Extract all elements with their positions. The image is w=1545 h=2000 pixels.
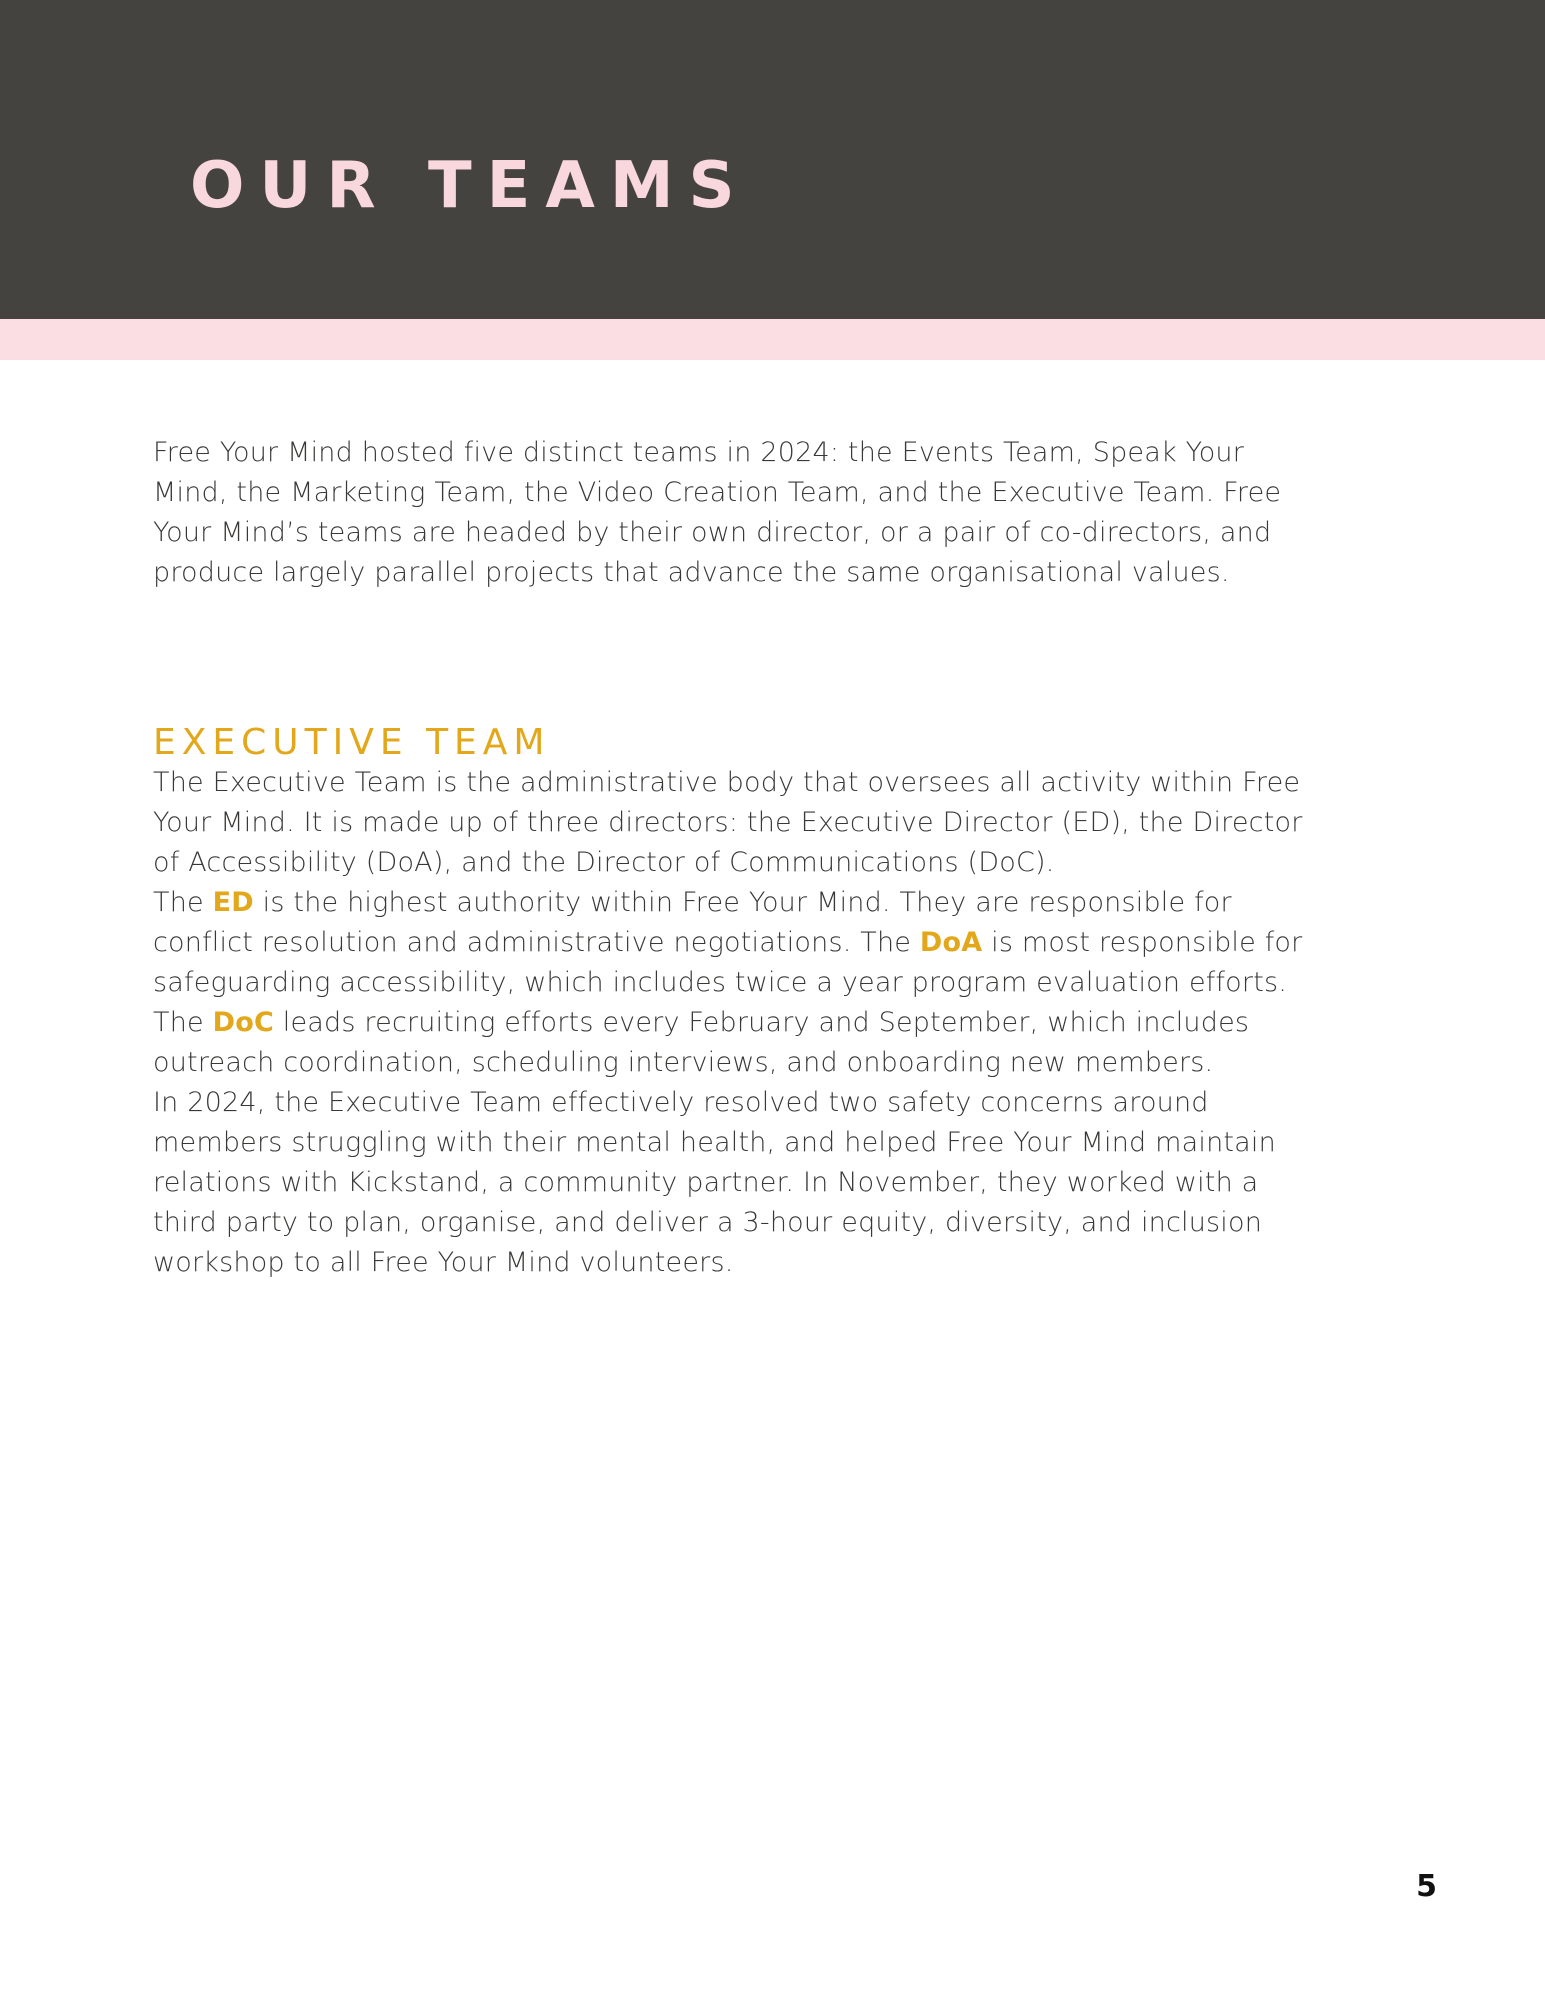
executive-team-roles-paragraph bbox=[153, 883, 1323, 1083]
page-title: OUR TEAMS bbox=[190, 149, 750, 223]
role-abbreviation-doc: DoC bbox=[212, 1007, 274, 1038]
page-number: 5 bbox=[1416, 1869, 1437, 1904]
executive-team-overview-paragraph: The Executive Team is the administrative body that oversees all activity within Free Your Mind. It is made up of three directors: the Executive Director (ED), the Director of Accessibility (DoA), and the Director of Communications (DoC). bbox=[153, 767, 1303, 878]
roles-text: leads recruiting efforts every February and September, which includes outreach coordination, scheduling interviews, and onboarding new members. bbox=[153, 1007, 1250, 1078]
section-heading-executive-team: EXECUTIVE TEAM bbox=[153, 722, 551, 763]
pink-accent-stripe bbox=[0, 319, 1545, 360]
roles-text: is most responsible for safeguarding accessibility, which includes twice a year program evaluation efforts. The bbox=[153, 927, 1303, 1038]
header-band bbox=[0, 0, 1545, 319]
roles-text: is the highest authority within Free Your Mind. They are responsible for conflict resolution and administrative negotiations. The bbox=[153, 887, 1232, 958]
role-abbreviation-ed: ED bbox=[212, 887, 254, 918]
intro-paragraph: Free Your Mind hosted five distinct teams in 2024: the Events Team, Speak Your Mind, the Marketing Team, the Video Creation Team, and the Executive Team. Free Your Mind’s teams are headed by their own director, or a pair of co-directors, and produce largely parallel projects that advance the same organisational values. bbox=[153, 437, 1282, 588]
roles-text: The bbox=[153, 887, 213, 918]
role-abbreviation-doa: DoA bbox=[919, 927, 983, 958]
executive-team-year-summary-paragraph: In 2024, the Executive Team effectively resolved two safety concerns around members struggling with their mental health, and helped Free Your Mind maintain relations with Kickstand, a community partner. In November, they worked with a third party to plan, organise, and deliver a 3-hour equity, diversity, and inclusion workshop to all Free Your Mind volunteers. bbox=[153, 1087, 1276, 1278]
page-content bbox=[153, 433, 1323, 1283]
